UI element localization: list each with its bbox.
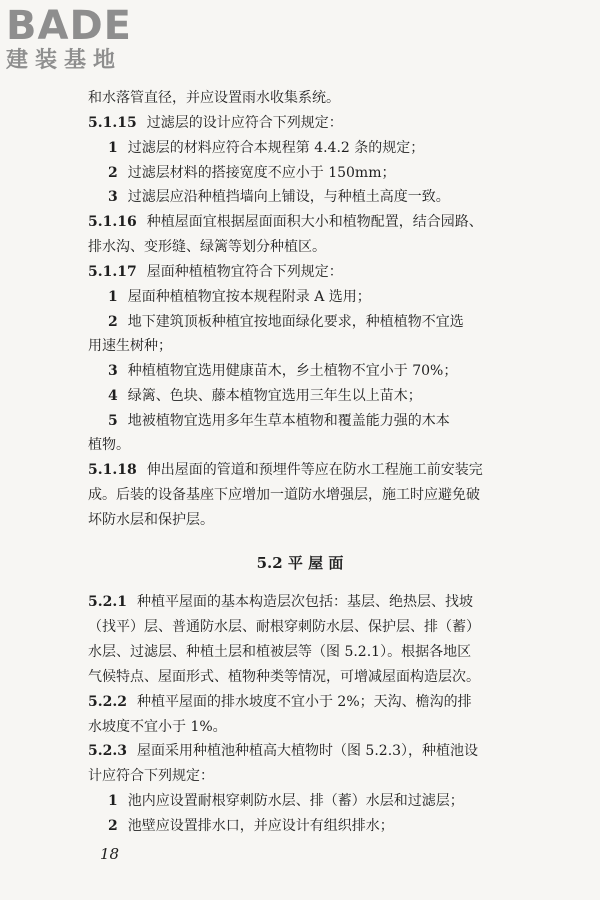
clause-5-1-18: 5.1.18 伸出屋面的管道和预埋件等应在防水工程施工前安装完 — [88, 462, 483, 478]
text-line: 成。后装的设备基座下应增加一道防水增强层，施工时应避免破 — [88, 487, 480, 503]
list-item: 2 池壁应设置排水口，并应设计有组织排水； — [108, 818, 394, 834]
clause-number: 5.1.15 — [88, 115, 137, 131]
text-line: 用速生树种； — [88, 338, 172, 354]
text-line: （找平）层、普通防水层、耐根穿刺防水层、保护层、排（蓄） — [88, 619, 480, 635]
item-number: 1 — [108, 289, 118, 305]
item-number: 1 — [108, 793, 118, 809]
clause-5-1-17: 5.1.17 屋面种植植物宜符合下列规定： — [88, 264, 343, 280]
clause-number: 5.1.16 — [88, 214, 137, 230]
page-number: 18 — [100, 845, 120, 863]
list-item: 2 地下建筑顶板种植宜按地面绿化要求，种植植物不宜选 — [108, 314, 464, 330]
clause-number: 5.2.1 — [88, 594, 127, 610]
list-item: 1 过滤层的材料应符合本规程第 4.4.2 条的规定； — [108, 140, 425, 156]
logo-subtitle: 建装基地 — [6, 48, 123, 73]
clause-number: 5.1.17 — [88, 264, 137, 280]
clause-5-2-2: 5.2.2 种植平屋面的排水坡度不宜小于 2%；天沟、檐沟的排 — [88, 694, 472, 710]
item-number: 3 — [108, 189, 118, 205]
item-number: 2 — [108, 165, 118, 181]
text-line: 水坡度不宜小于 1%。 — [88, 719, 227, 735]
text-line: 坏防水层和保护层。 — [88, 512, 214, 528]
text-line: 和水落管直径，并应设置雨水收集系统。 — [88, 90, 340, 106]
clause-5-1-16: 5.1.16 种植屋面宜根据屋面面积大小和植物配置，结合园路、 — [88, 214, 483, 230]
text-line: 气候特点、屋面形式、植物种类等情况，可增减屋面构造层次。 — [88, 669, 480, 685]
text-line: 计应符合下列规定： — [88, 768, 214, 784]
item-number: 2 — [108, 818, 118, 834]
text-line: 植物。 — [88, 437, 130, 453]
list-item: 2 过滤层材料的搭接宽度不应小于 150mm； — [108, 165, 396, 181]
clause-number: 5.2.2 — [88, 694, 127, 710]
list-item: 1 池内应设置耐根穿刺防水层、排（蓄）水层和过滤层； — [108, 793, 464, 809]
item-number: 5 — [108, 413, 118, 429]
list-item: 4 绿篱、色块、藤本植物宜选用三年生以上苗木； — [108, 388, 422, 404]
logo-word: BADE — [6, 3, 132, 49]
list-item: 3 种植植物宜选用健康苗木，乡土植物不宜小于 70%； — [108, 363, 458, 379]
clause-number: 5.2.3 — [88, 743, 127, 759]
section-heading: 5.2 平 屋 面 — [256, 554, 344, 572]
list-item: 5 地被植物宜选用多年生草本植物和覆盖能力强的木本 — [108, 413, 450, 429]
item-number: 2 — [108, 314, 118, 330]
clause-number: 5.1.18 — [88, 462, 137, 478]
clause-5-1-15: 5.1.15 过滤层的设计应符合下列规定： — [88, 115, 343, 131]
clause-5-2-3: 5.2.3 屋面采用种植池种植高大植物时（图 5.2.3），种植池设 — [88, 743, 479, 759]
list-item: 3 过滤层应沿种植挡墙向上铺设，与种植土高度一致。 — [108, 189, 450, 205]
list-item: 1 屋面种植植物宜按本规程附录 A 选用； — [108, 289, 371, 305]
text-line: 排水沟、变形缝、绿篱等划分种植区。 — [88, 239, 326, 255]
item-number: 3 — [108, 363, 118, 379]
item-number: 1 — [108, 140, 118, 156]
clause-5-2-1: 5.2.1 种植平屋面的基本构造层次包括：基层、绝热层、找坡 — [88, 594, 473, 610]
item-number: 4 — [108, 388, 118, 404]
text-line: 水层、过滤层、种植土层和植被层等（图 5.2.1）。根据各地区 — [88, 644, 472, 660]
